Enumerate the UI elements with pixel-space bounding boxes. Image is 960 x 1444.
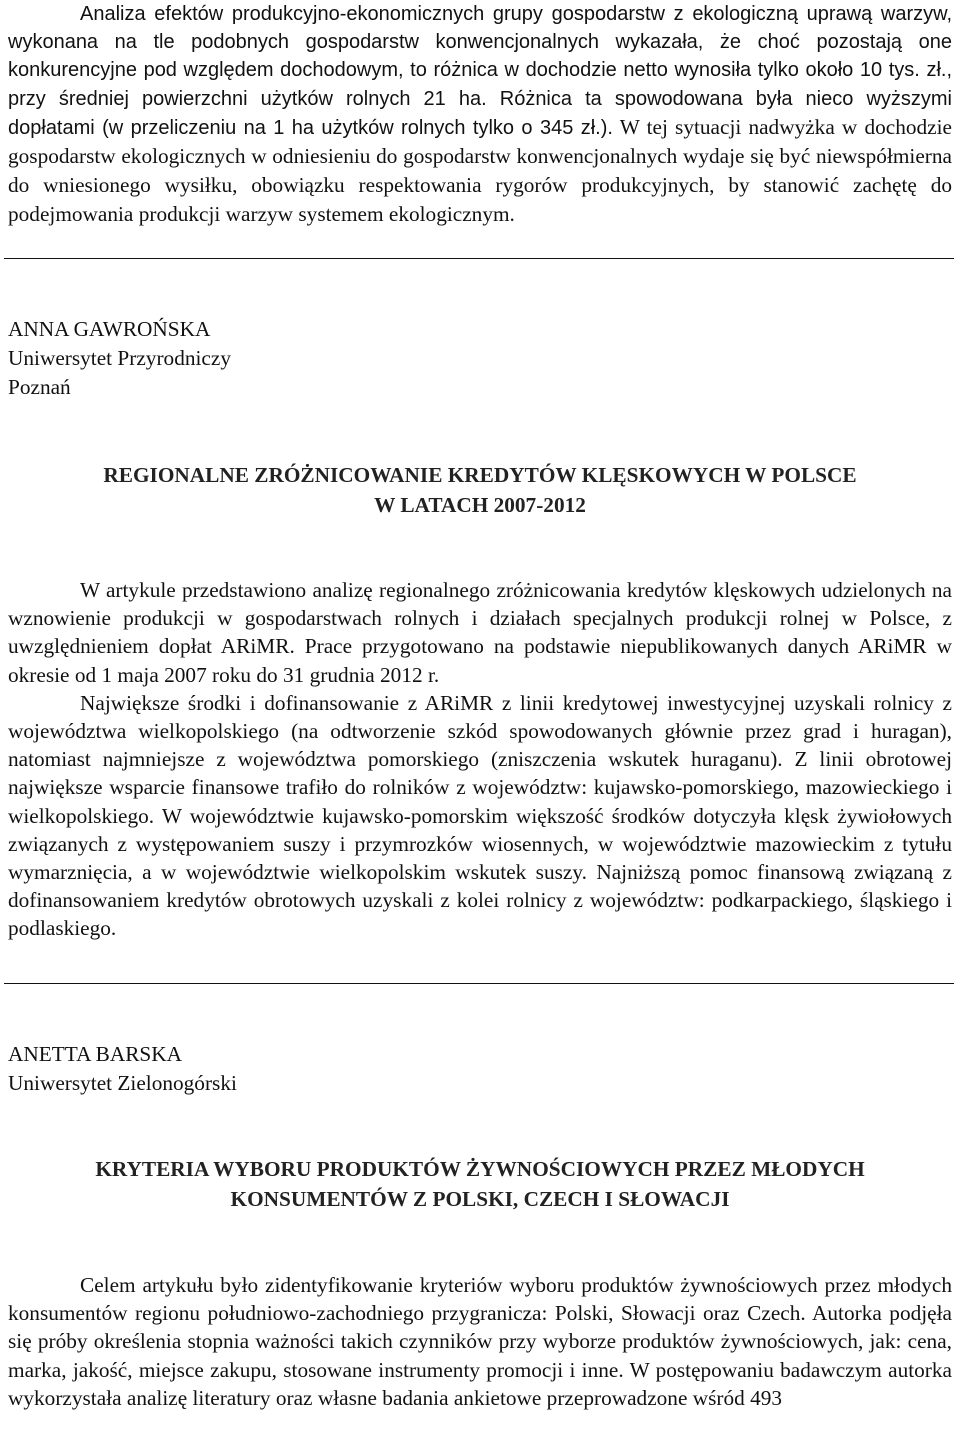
title-line-1: REGIONALNE ZRÓŻNICOWANIE KREDYTÓW KLĘSKOWYCH W POLSCE (103, 463, 857, 487)
abstract-paragraph (8, 0, 952, 230)
abstract-text-sans: Analiza efektów produkcyjno-ekonomicznych grupy gospodarstw z ekologiczną uprawą warzyw, wykonana na tle podobnych gospodarstw konwencjonalnych wykazała, że choć pozostają one konkurencyjne pod względem dochodowym, to różnica w dochodzie netto wynosiła tylko około 10 tys. zł., przy średniej powierzchni użytków rolnych 21 ha. Różnica ta spowodowana była nieco wyższymi dopłatami (w przeliczeniu na 1 ha użytków rolnych tylko o 345 zł.). (8, 3, 952, 139)
abstract-paragraph-1: W artykule przedstawiono analizę regionalnego zróżnicowania kredytów klęskowych udzielonych na wznowienie produkcji w gospodarstwach rolnych i działach specjalnych produkcji rolnej w Polsce, z uwzględnieniem dopłat ARiMR. Prace przygotowano na podstawie niepublikowanych danych ARiMR w okresie od 1 maja 2007 roku do 31 grudnia 2012 r. (8, 578, 952, 687)
article-title-gawronska (8, 460, 952, 520)
article-abstract-barska (8, 1271, 952, 1412)
author-affiliation: Uniwersytet Zielonogórski (8, 1071, 237, 1095)
author-name: ANETTA BARSKA (8, 1042, 183, 1066)
section-divider (4, 258, 954, 259)
author-city: Poznań (8, 375, 71, 399)
title-line-1: KRYTERIA WYBORU PRODUKTÓW ŻYWNOŚCIOWYCH PRZEZ MŁODYCH (95, 1157, 865, 1181)
section-divider (4, 983, 954, 984)
previous-abstract (8, 0, 952, 230)
abstract-paragraph-1: Celem artykułu było zidentyfikowanie kryteriów wyboru produktów żywnościowych przez młodych konsumentów regionu południowo-zachodniego przygranicza: Polski, Słowacji oraz Czech. Autorka podjęła się próby określenia stopnia ważności takich czynników przy wyborze produktów żywnościowych, jak: cena, marka, jakość, miejsce zakupu, stosowane instrumenty promocji i inne. W postępowaniu badawczym autorka wykorzystała analizę literatury oraz własne badania ankietowe przeprowadzone wśród 493 (8, 1273, 952, 1410)
article-title-barska (8, 1154, 952, 1214)
abstract-text-serif: W tej sytuacji nadwyżka w dochodzie gospodarstw ekologicznych w odniesieniu do gospodarstw konwencjonalnych wydaje się być niewspółmierna do wniesionego wysiłku, obowiązku respektowania rygorów produkcyjnych, by stanowić zachętę do podejmowania produkcji warzyw systemem ekologicznym. (8, 114, 952, 227)
abstract-paragraph-2: Największe środki i dofinansowanie z ARiMR z linii kredytowej inwestycyjnej uzyskali rolnicy z województwa wielkopolskiego (na odtworzenie szkód spowodowanych głównie przez grad i huragan), natomiast najmniejsze z województwa pomorskiego (zniszczenia wskutek huraganu). Z linii obrotowej największe wsparcie finansowe trafiło do rolników z województw: kujawsko-pomorskiego, mazowieckiego i wielkopolskiego. W województwie kujawsko-pomorskim większość środków dotyczyła klęsk żywiołowych związanych z występowaniem suszy i przymrozków wiosennych, w województwie mazowieckim z tytułu wymarznięcia, a w województwie wielkopolskim wskutek suszy. Najniższą pomoc finansową związaną z dofinansowaniem kredytów obrotowych uzyskali z kolei rolnicy z województw: podkarpackiego, śląskiego i podlaskiego. (8, 690, 952, 941)
article-header-barska (8, 1040, 952, 1098)
article-abstract-gawronska (8, 576, 952, 943)
title-line-2: KONSUMENTÓW Z POLSKI, CZECH I SŁOWACJI (230, 1187, 730, 1211)
author-affiliation: Uniwersytet Przyrodniczy (8, 346, 231, 370)
title-line-2: W LATACH 2007-2012 (374, 493, 586, 517)
article-header-gawronska (8, 315, 952, 402)
author-name: ANNA GAWROŃSKA (8, 317, 211, 341)
